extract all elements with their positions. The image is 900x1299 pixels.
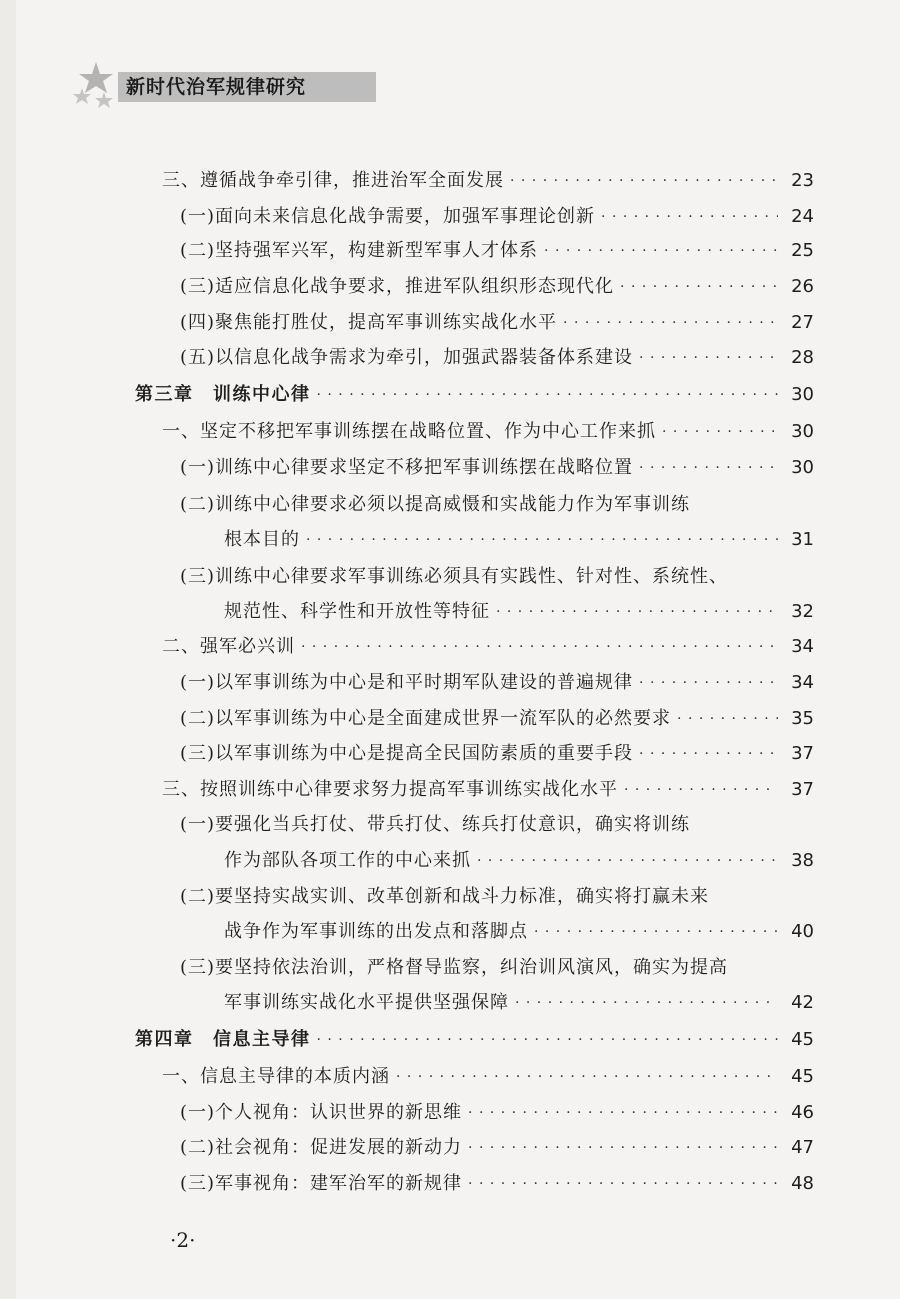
toc-entry-title: (三)适应信息化战争要求，推进军队组织形态现代化 <box>180 276 615 297</box>
toc-entry <box>0 490 900 520</box>
toc-entry <box>0 1169 900 1199</box>
toc-entry-continuation <box>0 846 900 876</box>
toc-entry <box>0 810 900 840</box>
toc-entry <box>0 1133 900 1163</box>
toc-leader-dots <box>544 236 778 266</box>
toc-page-number: 31 <box>791 529 814 550</box>
toc-entry <box>0 668 900 698</box>
toc-leader-dots <box>396 1062 778 1092</box>
toc-page-number: 42 <box>791 992 814 1013</box>
toc-page-number: 34 <box>791 636 814 657</box>
page-number-footer: ·2· <box>170 1228 196 1252</box>
toc-entry <box>0 953 900 983</box>
toc-page-number: 30 <box>791 384 814 405</box>
toc-entry-title: (三)训练中心律要求军事训练必须具有实践性、针对性、系统性、 <box>180 566 729 587</box>
toc-entry-title: (三)要坚持依法治训，严格督导监察，纠治训风演风，确实为提高 <box>180 957 729 978</box>
toc-leader-dots <box>477 846 778 876</box>
toc-page-number: 28 <box>791 347 814 368</box>
toc-leader-dots <box>639 739 778 769</box>
toc-leader-dots <box>515 988 778 1018</box>
toc-page-number: 37 <box>791 743 814 764</box>
toc-entry <box>0 453 900 483</box>
toc-page-number: 38 <box>791 850 814 871</box>
toc-page-number: 37 <box>791 779 814 800</box>
toc-page-number: 35 <box>791 708 814 729</box>
toc-entry <box>0 775 900 805</box>
toc-entry-title: (一)要强化当兵打仗、带兵打仗、练兵打仗意识，确实将训练 <box>180 814 691 835</box>
toc-leader-dots <box>317 380 779 410</box>
toc-entry-title: 三、按照训练中心律要求努力提高军事训练实战化水平 <box>162 779 618 800</box>
toc-entry-title: (二)训练中心律要求必须以提高威慑和实战能力作为军事训练 <box>180 494 691 515</box>
toc-page-number: 45 <box>791 1029 814 1050</box>
toc-entry-continuation <box>0 917 900 947</box>
toc-entry <box>0 308 900 338</box>
toc-entry-title: (四)聚焦能打胜仗，提高军事训练实战化水平 <box>180 312 558 333</box>
toc-entry-continuation <box>0 597 900 627</box>
toc-page-number: 48 <box>791 1173 814 1194</box>
toc-entry-continuation <box>0 988 900 1018</box>
toc-entry-title: 一、信息主导律的本质内涵 <box>162 1066 390 1087</box>
toc-entry-title: (一)个人视角：认识世界的新思维 <box>180 1102 463 1123</box>
toc-entry-title: 三、遵循战争牵引律，推进治军全面发展 <box>162 170 504 191</box>
toc-entry-title: 战争作为军事训练的出发点和落脚点 <box>224 921 528 942</box>
toc-entry-title: (三)军事视角：建军治军的新规律 <box>180 1173 463 1194</box>
toc-entry <box>0 236 900 266</box>
toc-entry <box>0 272 900 302</box>
toc-leader-dots <box>639 453 778 483</box>
toc-page-number: 47 <box>791 1137 814 1158</box>
toc-entry-title: (三)以军事训练为中心是提高全民国防素质的重要手段 <box>180 743 634 764</box>
toc-leader-dots <box>468 1133 778 1163</box>
toc-entry <box>0 417 900 447</box>
toc-entry <box>0 166 900 196</box>
toc-entry-title: 规范性、科学性和开放性等特征 <box>224 601 490 622</box>
toc-leader-dots <box>534 917 778 947</box>
toc-entry <box>0 343 900 373</box>
toc-entry-title: (五)以信息化战争需求为牵引，加强武器装备体系建设 <box>180 347 634 368</box>
toc-page-number: 46 <box>791 1102 814 1123</box>
toc-entry <box>0 1098 900 1128</box>
toc-leader-dots <box>662 417 778 447</box>
toc-entry-title: (二)社会视角：促进发展的新动力 <box>180 1137 463 1158</box>
toc-entry-title: 军事训练实战化水平提供坚强保障 <box>224 992 509 1013</box>
toc-entry-title: 作为部队各项工作的中心来抓 <box>224 850 471 871</box>
toc-entry <box>0 1062 900 1092</box>
toc-page-number: 34 <box>791 672 814 693</box>
toc-page-number: 26 <box>791 276 814 297</box>
toc-page-number: 45 <box>791 1066 814 1087</box>
toc-page-number: 24 <box>791 206 814 227</box>
toc-leader-dots <box>306 525 778 555</box>
toc-leader-dots <box>563 308 778 338</box>
toc-chapter-title: 第四章 信息主导律 <box>135 1029 311 1050</box>
toc-leader-dots <box>601 202 778 232</box>
toc-entry-title: (二)要坚持实战实训、改革创新和战斗力标准，确实将打赢未来 <box>180 886 710 907</box>
toc-entry-title: 一、坚定不移把军事训练摆在战略位置、作为中心工作来抓 <box>162 421 656 442</box>
toc-entry-title: (二)坚持强军兴军，构建新型军事人才体系 <box>180 240 539 261</box>
toc-entry-title: (一)以军事训练为中心是和平时期军队建设的普遍规律 <box>180 672 634 693</box>
toc-entry <box>0 704 900 734</box>
toc-entry-title: (二)以军事训练为中心是全面建成世界一流军队的必然要求 <box>180 708 672 729</box>
toc-entry <box>0 632 900 662</box>
toc-entry <box>0 562 900 592</box>
toc-entry <box>0 739 900 769</box>
toc-leader-dots <box>510 166 778 196</box>
toc-leader-dots <box>677 704 778 734</box>
toc-entry-title: (一)训练中心律要求坚定不移把军事训练摆在战略位置 <box>180 457 634 478</box>
toc-leader-dots <box>301 632 778 662</box>
toc-entry-title: (一)面向未来信息化战争需要，加强军事理论创新 <box>180 206 596 227</box>
toc-chapter <box>0 1025 900 1055</box>
toc-leader-dots <box>468 1098 778 1128</box>
toc-page-number: 30 <box>791 457 814 478</box>
toc-leader-dots <box>639 343 778 373</box>
toc-entry <box>0 882 900 912</box>
toc-entry-title: 二、强军必兴训 <box>162 636 295 657</box>
toc-leader-dots <box>496 597 778 627</box>
toc-leader-dots <box>620 272 778 302</box>
toc-page-number: 23 <box>791 170 814 191</box>
toc-chapter <box>0 380 900 410</box>
toc-entry <box>0 202 900 232</box>
toc-leader-dots <box>317 1025 779 1055</box>
toc-leader-dots <box>624 775 778 805</box>
toc-entry-title: 根本目的 <box>224 529 300 550</box>
toc-page-number: 25 <box>791 240 814 261</box>
toc-chapter-title: 第三章 训练中心律 <box>135 384 311 405</box>
toc-leader-dots <box>468 1169 778 1199</box>
toc-page-number: 40 <box>791 921 814 942</box>
toc-page-number: 30 <box>791 421 814 442</box>
toc-leader-dots <box>639 668 778 698</box>
toc-page-number: 32 <box>791 601 814 622</box>
book-title: 新时代治军规律研究 <box>126 76 307 98</box>
toc-page-number: 27 <box>791 312 814 333</box>
toc-entry-continuation <box>0 525 900 555</box>
